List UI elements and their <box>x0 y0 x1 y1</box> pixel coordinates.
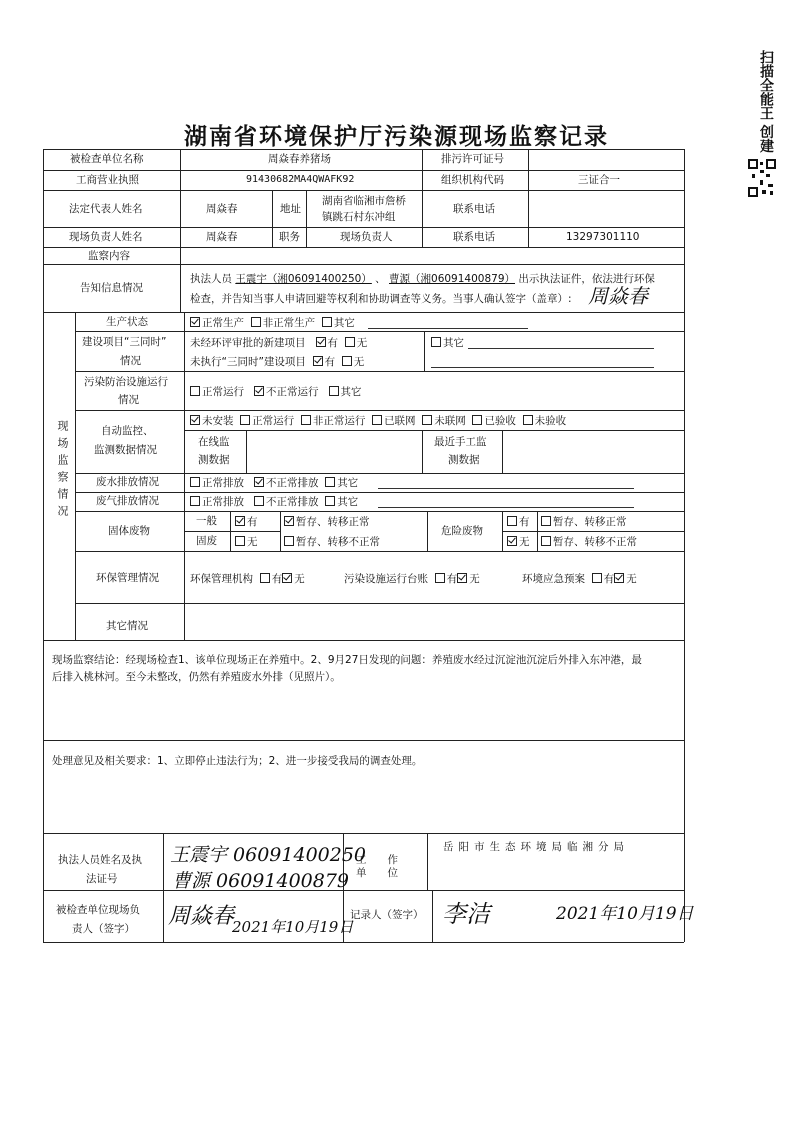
checkbox[interactable] <box>190 496 200 506</box>
checkbox-checked[interactable] <box>190 415 200 425</box>
position-value: 现场负责人 <box>340 231 393 243</box>
inspected-unit-label: 被检查单位名称 <box>70 153 144 165</box>
checkbox[interactable] <box>372 415 382 425</box>
org-code-label: 组织机构代码 <box>441 174 504 186</box>
checkbox[interactable] <box>254 496 264 506</box>
checkbox[interactable] <box>329 386 339 396</box>
checkbox[interactable] <box>284 536 294 546</box>
notice-signature: 周焱春 <box>588 284 648 308</box>
position-label: 职务 <box>279 231 300 243</box>
production-options: 正常生产 非正常生产 其它 <box>190 317 355 329</box>
checkbox[interactable] <box>523 415 533 425</box>
checkbox[interactable] <box>322 317 332 327</box>
business-license-value: 91430682MA4QWAFK92 <box>246 174 355 185</box>
pollution-label-1: 污染防治设施运行 <box>84 376 168 388</box>
officer-signature-1: 王震宇 06091400250 <box>170 844 367 866</box>
checkbox-checked[interactable] <box>614 573 624 583</box>
discharge-permit-label: 排污许可证号 <box>441 153 504 165</box>
wastewater-label: 废水排放情况 <box>96 476 159 488</box>
general-solid-2: 固废 <box>196 535 217 547</box>
checkbox[interactable] <box>325 477 335 487</box>
notice-line2: 检查，并告知当事人申请回避等权利和协助调查等义务。当事人确认签字（盖章）: <box>190 293 572 305</box>
checkbox-checked[interactable] <box>316 337 326 347</box>
checkbox-checked[interactable] <box>457 573 467 583</box>
phone2-value: 13297301110 <box>566 231 640 243</box>
checkbox[interactable] <box>472 415 482 425</box>
side-watermark: 扫描全能王 创建 <box>758 50 774 153</box>
onsite-person-value: 周焱春 <box>206 231 238 243</box>
checkbox-checked[interactable] <box>190 317 200 327</box>
qr-code-icon <box>748 158 776 198</box>
conclusion-line1: 现场监察结论：经现场检查1、该单位现场正在养殖中。2、9月27日发现的问题：养殖废水经过沉淀池沉淀后外排入东冲港，最 <box>52 654 642 666</box>
handling-text: 处理意见及相关要求：1、立即停止违法行为；2、进一步接受我局的调查处理。 <box>52 755 423 767</box>
unapproved-row: 未经环评审批的新建项目 有 无 <box>190 337 368 349</box>
gs-none: 无 <box>235 536 258 548</box>
work-unit-label-1: 工 作 <box>356 854 398 866</box>
pollution-options: 正常运行 不正常运行 其它 <box>190 386 362 398</box>
checkbox[interactable] <box>325 496 335 506</box>
checkbox[interactable] <box>260 573 270 583</box>
officer-signature-2: 曹源 06091400879 <box>172 870 350 892</box>
checkbox-checked[interactable] <box>507 536 517 546</box>
hazard-label: 危险废物 <box>441 525 483 537</box>
resp-signature: 周焱春 <box>168 904 235 929</box>
address-label: 地址 <box>280 203 301 215</box>
gs-ok: 暂存、转移正常 <box>284 516 370 528</box>
three-sim-label-2: 情况 <box>120 355 141 367</box>
notice-line1 <box>190 274 655 285</box>
checkbox-checked[interactable] <box>254 386 264 396</box>
checkbox[interactable] <box>190 477 200 487</box>
resp-date: 2021年10月19日 <box>232 918 354 936</box>
checkbox[interactable] <box>435 573 445 583</box>
monitor-options: 未安装 正常运行 非正常运行 已联网 未联网 已验收 未验收 <box>190 415 566 427</box>
phone-label: 联系电话 <box>453 203 495 215</box>
address-line2: 镇跳石村东冲组 <box>322 211 396 223</box>
onsite-person-label: 现场负责人姓名 <box>69 231 143 243</box>
notice-officer1: 王震宇（湘06091400250） <box>235 273 372 285</box>
recorder-signature: 李洁 <box>442 900 490 928</box>
officers-label-2: 法证号 <box>86 873 118 885</box>
notice-sep: 、 <box>375 273 386 285</box>
env-ledger-row: 污染设施运行台账 有 无 <box>344 573 480 585</box>
online-label-2: 测数据 <box>198 454 230 466</box>
business-license-label: 工商营业执照 <box>76 174 139 186</box>
page-title: 湖南省环境保护厅污染源现场监察记录 <box>184 123 609 150</box>
inspected-unit-value: 周焱春养猪场 <box>268 153 331 165</box>
checkbox[interactable] <box>541 516 551 526</box>
checkbox[interactable] <box>541 536 551 546</box>
monitor-label-1: 自动监控、 <box>101 425 154 437</box>
checkbox[interactable] <box>345 337 355 347</box>
checkbox[interactable] <box>342 356 352 366</box>
wastegas-options: 正常排放 不正常排放 其它 <box>190 496 358 508</box>
checkbox[interactable] <box>422 415 432 425</box>
wastewater-options: 正常排放 不正常排放 其它 <box>190 477 358 489</box>
checkbox[interactable] <box>190 386 200 396</box>
others-label: 其它情况 <box>106 620 148 632</box>
production-label: 生产状态 <box>106 316 148 328</box>
resp-label-2: 责人（签字） <box>72 923 135 935</box>
checkbox-checked[interactable] <box>254 477 264 487</box>
checkbox-checked[interactable] <box>282 573 292 583</box>
officers-label-1: 执法人员姓名及执 <box>58 854 142 866</box>
pollution-label-2: 情况 <box>118 394 139 406</box>
env-org-row: 环保管理机构 有 无 <box>190 573 305 585</box>
monitor-label-2: 监测数据情况 <box>94 444 157 456</box>
checkbox[interactable] <box>507 516 517 526</box>
checkbox[interactable] <box>251 317 261 327</box>
env-mgmt-label: 环保管理情况 <box>96 572 159 584</box>
online-label-1: 在线监 <box>198 436 230 448</box>
site-section-label: 现场监察情况 <box>56 420 69 522</box>
legal-rep-value: 周焱春 <box>206 203 238 215</box>
hz-none: 无 <box>507 536 530 548</box>
three-sim-label-1: 建设项目“三同时” <box>82 336 167 348</box>
legal-rep-label: 法定代表人姓名 <box>69 203 143 215</box>
not-executed-row: 未执行“三同时”建设项目 有 无 <box>190 356 365 368</box>
org-code-value: 三证合一 <box>578 174 620 186</box>
hz-bad: 暂存、转移不正常 <box>541 536 637 548</box>
recent-label-1: 最近手工监 <box>434 436 487 448</box>
phone2-label: 联系电话 <box>453 231 495 243</box>
general-solid-1: 一般 <box>196 515 217 527</box>
checkbox[interactable] <box>301 415 311 425</box>
checkbox-checked[interactable] <box>235 516 245 526</box>
notice-suffix: 出示执法证件，依法进行环保 <box>518 273 655 285</box>
hz-have: 有 <box>507 516 530 528</box>
work-unit-label-2: 单 位 <box>356 867 398 879</box>
gs-have: 有 <box>235 516 258 528</box>
checkbox[interactable] <box>235 536 245 546</box>
recorder-label: 记录人（签字） <box>350 909 424 921</box>
resp-label-1: 被检查单位现场负 <box>56 904 140 916</box>
solid-label: 固体废物 <box>108 525 150 537</box>
three-sim-other: 其它 <box>431 337 464 349</box>
checkbox[interactable] <box>431 337 441 347</box>
hz-ok: 暂存、转移正常 <box>541 516 627 528</box>
gs-bad: 暂存、转移不正常 <box>284 536 380 548</box>
checkbox[interactable] <box>592 573 602 583</box>
recent-label-2: 测数据 <box>448 454 480 466</box>
env-plan-row: 环境应急预案 有 无 <box>522 573 637 585</box>
conclusion-line2: 后排入桃林河。至今未整改，仍然有养殖废水外排（见照片）。 <box>52 671 341 683</box>
notice-officer2: 曹源（湘06091400879） <box>389 273 516 285</box>
address-line1: 湖南省临湘市詹桥 <box>322 195 406 207</box>
work-unit-value: 岳阳市生态环境局临湘分局 <box>443 841 629 853</box>
recorder-date: 2021年10月19日 <box>556 904 694 924</box>
checkbox[interactable] <box>240 415 250 425</box>
notice-prefix: 执法人员 <box>190 273 232 285</box>
content-label: 监察内容 <box>88 250 130 262</box>
checkbox-checked[interactable] <box>284 516 294 526</box>
checkbox-checked[interactable] <box>313 356 323 366</box>
wastegas-label: 废气排放情况 <box>96 495 159 507</box>
notice-label: 告知信息情况 <box>80 282 143 294</box>
